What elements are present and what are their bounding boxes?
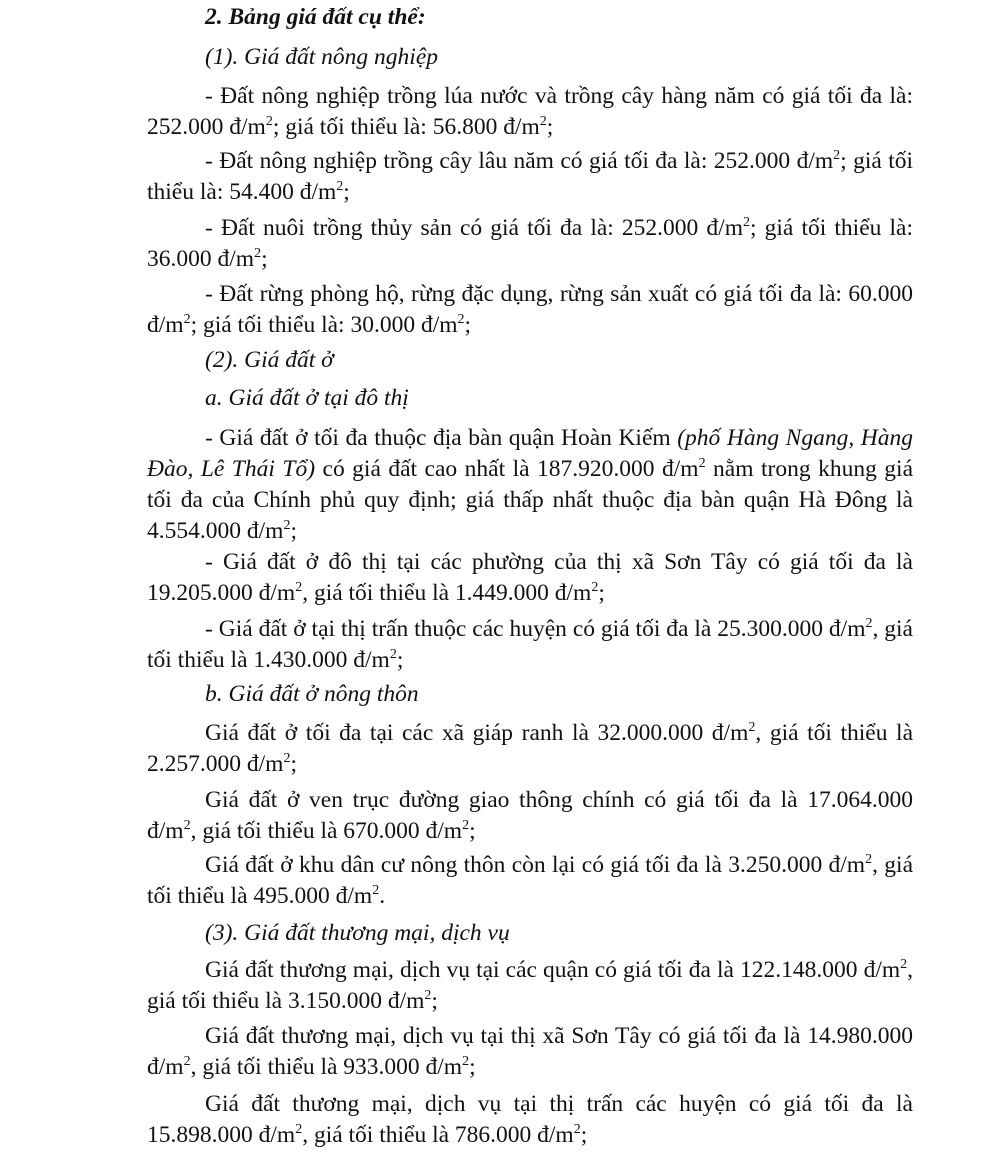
commercial-item-2: Giá đất thương mại, dịch vụ tại thị xã Sơn Tây có giá tối đa là 14.980.000 $đ/m^2$, giá tối thiểu là 933.000 $đ/m^2$; (147, 1023, 913, 1080)
rural-item-1: Giá đất ở tối đa tại các xã giáp ranh là 32.000.000 $đ/m^2$, giá tối thiểu là 2.257.000 $đ/m^2$; (147, 720, 914, 777)
agri-item-1: - Đất nông nghiệp trồng lúa nước và trồng cây hàng năm có giá tối đa là: 252.000 $đ/m^2$; giá tối thiểu là: 56.800 $đ/m^2$; (147, 83, 913, 140)
commercial-item-1: Giá đất thương mại, dịch vụ tại các quận có giá tối đa là 122.148.000 $đ/m^2$, giá tối thiểu là 3.150.000 $đ/m^2$; (147, 957, 913, 1014)
agri-item-2: - Đất nông nghiệp trồng cây lâu năm có giá tối đa là: 252.000 $đ/m^2$; giá tối thiểu là: 54.400 $đ/m^2$; (147, 148, 914, 205)
rural-heading: b. Giá đất ở nông thôn (205, 681, 419, 707)
rural-item-3: Giá đất ở khu dân cư nông thôn còn lại có giá tối đa là 3.250.000 $đ/m^2$, giá tối thiểu là 495.000 $đ/m^2$. (147, 852, 913, 909)
urban-heading: a. Giá đất ở tại đô thị (205, 385, 409, 411)
urban-item-3: - Giá đất ở tại thị trấn thuộc các huyện có giá tối đa là 25.300.000 $đ/m^2$, giá tối thiểu là 1.430.000 $đ/m^2$; (147, 616, 913, 673)
section-title: 2. Bảng giá đất cụ thể: (205, 4, 426, 30)
commercial-heading: (3). Giá đất thương mại, dịch vụ (205, 920, 510, 946)
rural-item-2: Giá đất ở ven trục đường giao thông chính có giá tối đa là 17.064.000 $đ/m^2$, giá tối thiểu là 670.000 $đ/m^2$; (147, 787, 913, 844)
agri-heading: (1). Giá đất nông nghiệp (205, 44, 439, 70)
agri-item-3: - Đất nuôi trồng thủy sản có giá tối đa là: 252.000 $đ/m^2$; giá tối thiểu là: 36.000 $đ/m^2$; (147, 215, 914, 272)
agri-item-4: - Đất rừng phòng hộ, rừng đặc dụng, rừng sản xuất có giá tối đa là: 60.000 $đ/m^2$; giá tối thiểu là: 30.000 $đ/m^2$; (147, 281, 913, 338)
urban-item-1: - Giá đất ở tối đa thuộc địa bàn quận Hoàn Kiếm (phố Hàng Ngang, Hàng Đào, Lê Thái Tổ) có giá đất cao nhất là 187.920.000 $đ/m^2$ nằm trong khung giá tối đa của Chính phủ quy định; giá thấp nhất thuộc địa bàn quận Hà Đông là 4.554.000 $đ/m^2$; (147, 425, 914, 544)
urban-item-2: - Giá đất ở đô thị tại các phường của thị xã Sơn Tây có giá tối đa là 19.205.000 $đ/m^2$, giá tối thiểu là 1.449.000 $đ/m^2$; (147, 549, 913, 606)
commercial-item-3: Giá đất thương mại, dịch vụ tại thị trấn các huyện có giá tối đa là 15.898.000 $đ/m^2$, giá tối thiểu là 786.000 $đ/m^2$; (147, 1091, 913, 1148)
residential-heading: (2). Giá đất ở (205, 347, 334, 373)
